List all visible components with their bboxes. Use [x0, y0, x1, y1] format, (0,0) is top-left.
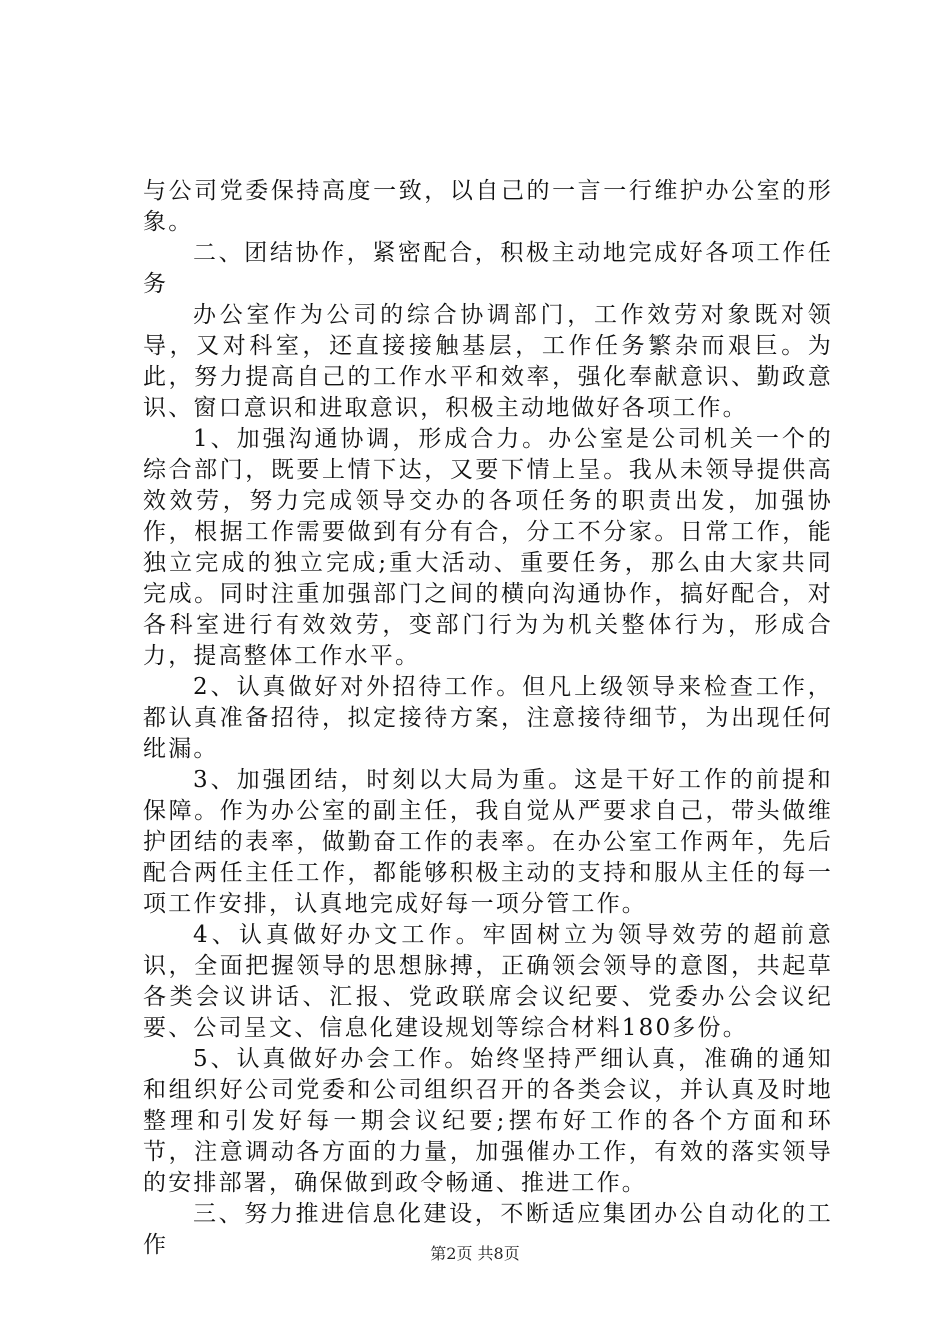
page-footer: 第2页 共8页 — [430, 1244, 520, 1263]
paragraph-office-role: 办公室作为公司的综合协调部门，工作效劳对象既对领导，又对科室，还直接接触基层，工作任务繁杂而艰巨。为此，努力提高自己的工作水平和效率，强化奉献意识、勤政意识、窗口意识和进取意识，积极主动地做好各项工作。 — [143, 302, 833, 421]
paragraph-item-5: 5、认真做好办会工作。始终坚持严细认真，准确的通知和组织好公司党委和公司组织召开的各类会议，并认真及时地整理和引发好每一期会议纪要;摆布好工作的各个方面和环节，注意调动各方面的力量，加强催办工作，有效的落实领导的安排部署，确保做到政令畅通、推进工作。 — [143, 1046, 833, 1196]
section-heading-three: 三、努力推进信息化建设，不断适应集团办公自动化的工作 — [143, 1201, 833, 1258]
paragraph-continuation: 与公司党委保持高度一致，以自己的一言一行维护办公室的形象。 — [143, 178, 833, 235]
paragraph-item-3: 3、加强团结，时刻以大局为重。这是干好工作的前提和保障。作为办公室的副主任，我自觉从严要求自己，带头做维护团结的表率，做勤奋工作的表率。在办公室工作两年，先后配合两任主任工作，都能够积极主动的支持和服从主任的每一项工作安排，认真地完成好每一项分管工作。 — [143, 767, 833, 917]
paragraph-item-1: 1、加强沟通协调，形成合力。办公室是公司机关一个的综合部门，既要上情下达，又要下情上呈。我从未领导提供高效效劳，努力完成领导交办的各项任务的职责出发，加强协作，根据工作需要做到有分有合，分工不分家。日常工作，能独立完成的独立完成;重大活动、重要任务，那么由大家共同完成。同时注重加强部门之间的横向沟通协作，搞好配合，对各科室进行有效效劳，变部门行为为机关整体行为，形成合力，提高整体工作水平。 — [143, 426, 833, 669]
section-heading-two: 二、团结协作，紧密配合，积极主动地完成好各项工作任务 — [143, 240, 833, 297]
document-body — [143, 176, 833, 1261]
paragraph-item-4: 4、认真做好办文工作。牢固树立为领导效劳的超前意识，全面把握领导的思想脉搏，正确领会领导的意图，共起草各类会议讲话、汇报、党政联席会议纪要、党委办公会议纪要、公司呈文、信息化建设规划等综合材料180多份。 — [143, 922, 833, 1041]
paragraph-item-2: 2、认真做好对外招待工作。但凡上级领导来检查工作，都认真准备招待，拟定接待方案，注意接待细节，为出现任何纰漏。 — [143, 674, 833, 762]
